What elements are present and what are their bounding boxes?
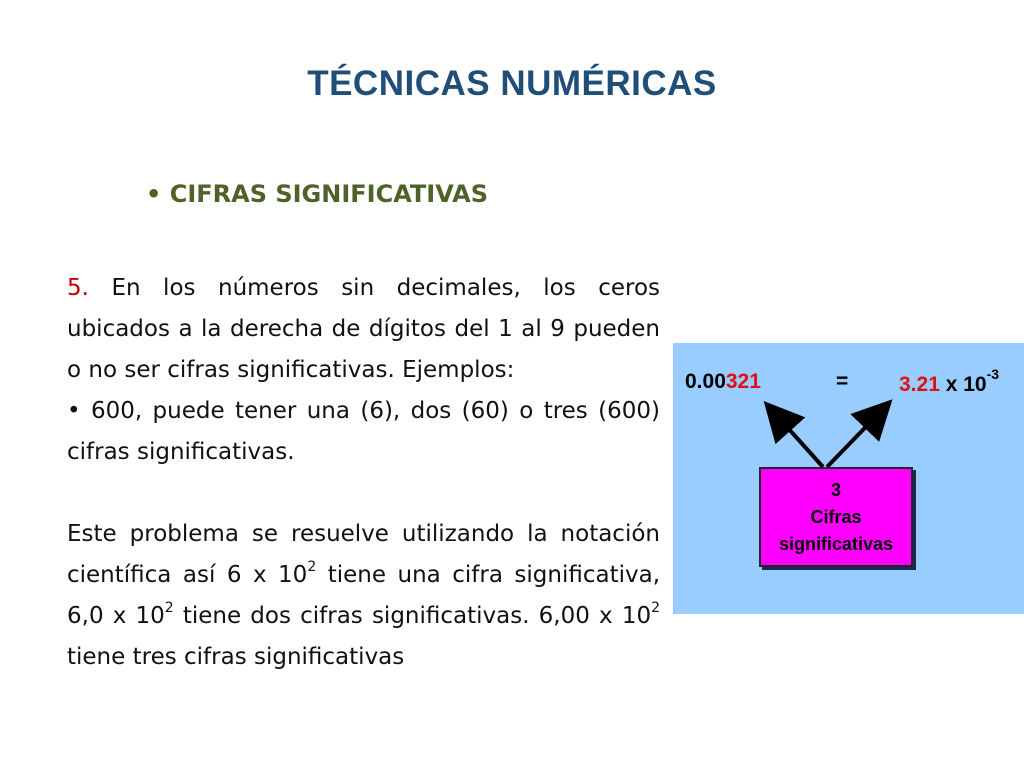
bullet-icon: • [67,398,81,424]
body-text [67,268,660,678]
equals-sign: = [836,370,849,393]
exponent: 2 [164,600,174,617]
bullet-icon: • [146,180,162,208]
explanation-part: tiene una cifra significativa, 6,0 x 10 [67,562,660,629]
scientific-notation-figure [673,343,1024,614]
mantissa: 3.21 [899,373,940,396]
example-text: 600, puede tener una (6), dos (60) o tres (600) cifras significativas. [67,398,661,465]
scientific-number [899,366,1000,397]
slide-title: TÉCNICAS NUMÉRICAS [307,64,717,103]
box-label-line2: significativas [778,533,894,554]
rule-number: 5. [67,275,89,301]
decimal-prefix: 0.00 [685,370,726,393]
paragraph-gap [67,473,660,514]
example-paragraph [67,391,660,473]
exponent: -3 [986,366,1000,382]
box-label-line1: Cifras [810,506,862,527]
exponent: 2 [307,559,317,576]
explanation-part: tiene dos cifras significativas. 6,00 x 10 [173,603,652,629]
right-arrow [827,405,887,467]
bullet-heading-label: CIFRAS SIGNIFICATIVAS [169,180,489,208]
decimal-significant-digits: 321 [725,370,761,393]
explanation-part: Este problema se resuelve utilizando la notación científica así 6 x 10 [67,521,660,588]
bullet-heading [146,180,488,208]
times-ten: x 10 [939,373,987,396]
significant-figures-box [759,467,913,567]
rule-paragraph [67,268,660,391]
box-count: 3 [830,479,841,500]
left-arrow [769,407,823,467]
exponent: 2 [651,600,661,617]
explanation-part: tiene tres cifras significativas [67,644,405,670]
rule-text: En los números sin decimales, los ceros ubicados a la derecha de dígitos del 1 al 9 pueden o no ser cifras significativas. Ejemplos: [67,275,661,383]
explanation-paragraph [67,514,660,678]
decimal-number [685,370,761,394]
